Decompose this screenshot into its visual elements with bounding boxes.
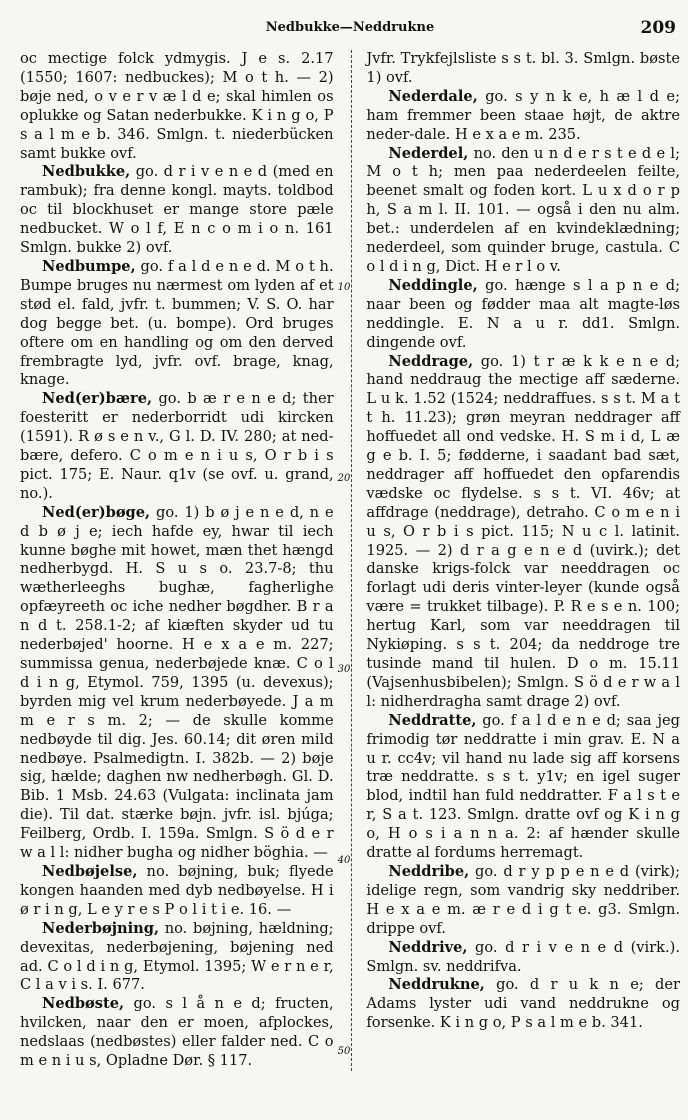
- text-columns: [20, 50, 680, 1071]
- dictionary-entry: [366, 712, 680, 863]
- right-column: [352, 50, 680, 1071]
- dictionary-entry: [20, 163, 334, 258]
- entry-text: go. s l å n e d; fructen, hvilcken, naar den er moen, afplockes, nedslaas (nedbøstes) eller falder ned. C o m e n i u s, Opladne Dør. § 117.: [20, 995, 334, 1070]
- dictionary-entry: [366, 88, 680, 145]
- dictionary-entry: [366, 939, 680, 977]
- dictionary-entry: [366, 353, 680, 712]
- dictionary-entry: [20, 390, 334, 503]
- entry-headword: Ned(er)bøge,: [42, 503, 151, 521]
- dictionary-entry: [366, 50, 680, 88]
- entry-headword: Nederbøjning,: [42, 919, 160, 937]
- line-number: 40: [337, 855, 351, 866]
- entry-headword: Nedbukke,: [42, 163, 131, 181]
- entry-headword: Neddrage,: [388, 352, 474, 370]
- entry-headword: Neddratte,: [388, 711, 477, 729]
- column-divider: [338, 50, 353, 1071]
- dictionary-entry: [20, 258, 334, 390]
- entry-text: oc mectige folck ydmygis. J e s. 2.17 (1550; 1607: nedbuckes); M o t h. — 2) bøje ned, o v e r v æ l d e; skal himlen os oplukke og Satan nederbukke. K i n g o, P s a l m e b. 346. Smlgn. t. niederbücken samt bukke ovf.: [20, 50, 334, 162]
- entry-text: go. b æ r e n e d; ther foesteritt er nederborridt udi kircken (1591). R ø s e n v., G l. D. IV. 280; at ned-bære, defero. C o m e n i u s, O r b i s pict. 175; E. Naur. q1v (se ovf. u. grand, no.).: [20, 390, 334, 502]
- entry-text: go. 1) b ø j e n e d, n e d b ø j e; iech hafde ey, hwar til iech kunne bøghe mit howet, mæn thet hængd nedherbygd. H. S u s o. 23.7-8; thu wætherleeghs bughæ, fagherlighe opfæyreeth oc iche nedher bøgdher. B r a n d t. 258.1-2; af kiæften skyder ud tu nederbøjed' hoorne. H e x a e m. 227; summissa genua, nederbøjede knæ. C o l d i n g, Etymol. 759, 1395 (u. devexus); byrden mig vel krum nederbøyede. J a m m e r s m. 2; — de skulle komme nedbøyde til dig. Jes. 60.14; dit øren mild nedbøye. Psalmedigtn. I. 382b. — 2) bøje sig, hælde; daghen nw nedherbøgh. Gl. D. Bib. 1 Msb. 24.63 (Vulgata: inclinata jam die). Til dat. stærke bøjn. jvfr. isl. bjúga; Feilberg, Ordb. I. 159a. Smlgn. S ö d e r w a l l: nidher bugha og nidher böghia. —: [20, 503, 334, 862]
- page-header: [20, 14, 680, 50]
- dictionary-entry: [366, 976, 680, 1033]
- dictionary-entry: [366, 145, 680, 277]
- entry-text: go. hænge s l a p n e d; naar been og fødder maa alt magte-løs neddingle. E. N a u r. dd1. Smlgn. dingende ovf.: [366, 276, 680, 351]
- dictionary-entry: [20, 995, 334, 1071]
- entry-text: go. d r y p p e n e d (virk); idelige regn, som vandrig sky neddriber. H e x a e m. æ r e d i g t e. g3. Smlgn. drippe ovf.: [366, 862, 680, 937]
- entry-headword: Nedbøste,: [42, 995, 125, 1013]
- entry-text: go. s y n k e, h æ l d e; ham fremmer been staae højt, de aktre neder-dale. H e x a e m. 235.: [366, 87, 680, 143]
- line-number: 50: [337, 1046, 351, 1057]
- dictionary-entry: [20, 863, 334, 920]
- entry-text: Jvfr. Trykfejlsliste s s t. bl. 3. Smlgn. bøste 1) ovf.: [366, 50, 680, 86]
- entry-headword: Ned(er)bære,: [42, 390, 153, 408]
- entry-text: go. d r u k n e; der Adams lyster udi vand neddrukne og forsenke. K i n g o, P s a l m e b. 341.: [366, 976, 680, 1032]
- entry-headword: Nederdel,: [388, 144, 469, 162]
- entry-text: no. bøjning, hældning; devexitas, nederbøjening, bøjening ned ad. C o l d i n g, Etymol. 1395; W e r n e r, C l a v i s. I. 677.: [20, 919, 334, 994]
- entry-text: no. bøjning, buk; flyede kongen haanden med dyb nedbøyelse. H i ø r i n g, L e y r e s P o l i t i e. 16. —: [20, 862, 334, 918]
- entry-headword: Neddingle,: [388, 276, 478, 294]
- line-number: 30: [337, 664, 351, 675]
- entry-text: go. f a l d e n e d. M o t h. Bumpe bruges nu nærmest om lyden af et stød el. fald, jvfr. t. bummen; V. S. O. har dog begge bet. (u. bompe). Ord bruges oftere om en handling og om den derved frembragte lyd, jvfr. ovf. brage, knag, knage.: [20, 257, 334, 389]
- entry-text: go. d r i v e n e d (med en rambuk); fra denne kongl. mayts. toldbod oc til blockhuset er mange store pæle nedbucket. W o l f, E n c o m i o n. 161 Smlgn. bukke 2) ovf.: [20, 163, 334, 257]
- entry-text: no. den u n d e r s t e d e l; M o t h; men paa nederdeelen feilte, beenet smalt og foden kort. L u x d o r p h, S a m l. II. 101. — også i den nu alm. bet.: underdelen af en kvindeklædning; nederdeel, som quinder bruge, castula. C o l d i n g, Dict. H e r l o v.: [366, 144, 680, 275]
- entry-headword: Neddrukne,: [388, 976, 485, 994]
- dictionary-entry: [20, 50, 334, 163]
- page-number: 209: [640, 18, 676, 38]
- entry-text: go. 1) t r æ k k e n e d; hand neddraug the mectige aff sæderne. L u k. 1.52 (1524; neddraffues. s s t. M a t t h. 11.23); grøn meyran neddrager aff hoffuedet all ond vedske. H. S m i d, L æ g e b. I. 5; fødderne, i saadant bad sæt, neddrager aff hoffuedet den opfarendis vædske oc flydelse. s s t. VI. 46v; at affdrage (neddrage), detraho. C o m e n i u s, O r b i s pict. 115; N u c l. latinit. 1925. — 2) d r a g e n e d (uvirk.); det danske krigs-folck var needdragen oc forlagt udi deris vinter-leyer (kunde også være = trukket tilbage). P. R e s e n. 100; hertug Karl, som var needdragen til Nykiøping. s s t. 204; da neddroge tre tusinde mand til hulen. D o m. 15.11 (Vajsenhusbibelen); Smlgn. S ö d e r w a l l: nidherdragha samt drage 2) ovf.: [366, 352, 680, 710]
- entry-text: go. f a l d e n e d; saa jeg frimodig tør neddratte i min grav. E. N a u r. cc4v; vil hand nu lade sig aff korsens træ neddratte. s s t. y1v; en igel suger blod, indtil han fuld neddratter. F a l s t e r, S a t. 123. Smlgn. dratte ovf og K i n g o, H o s i a n n a. 2: af hænder skulle dratte al fordums herremagt.: [366, 711, 680, 862]
- entry-headword: Nedbøjelse,: [42, 862, 138, 880]
- entry-headword: Nedbumpe,: [42, 257, 136, 275]
- dictionary-entry: [366, 863, 680, 939]
- left-column: [20, 50, 334, 1071]
- dictionary-entry: [366, 277, 680, 353]
- line-number: 10: [337, 282, 351, 293]
- dictionary-entry: [20, 504, 334, 863]
- entry-headword: Neddrive,: [388, 938, 468, 956]
- entry-headword: Neddribe,: [388, 862, 470, 880]
- running-head: Nedbukke—Neddrukne: [265, 20, 435, 35]
- dictionary-entry: [20, 920, 334, 996]
- line-number: 20: [337, 473, 351, 484]
- entry-text: go. d r i v e n e d (virk.). Smlgn. sv. neddrifva.: [366, 938, 680, 975]
- entry-headword: Nederdale,: [388, 87, 478, 105]
